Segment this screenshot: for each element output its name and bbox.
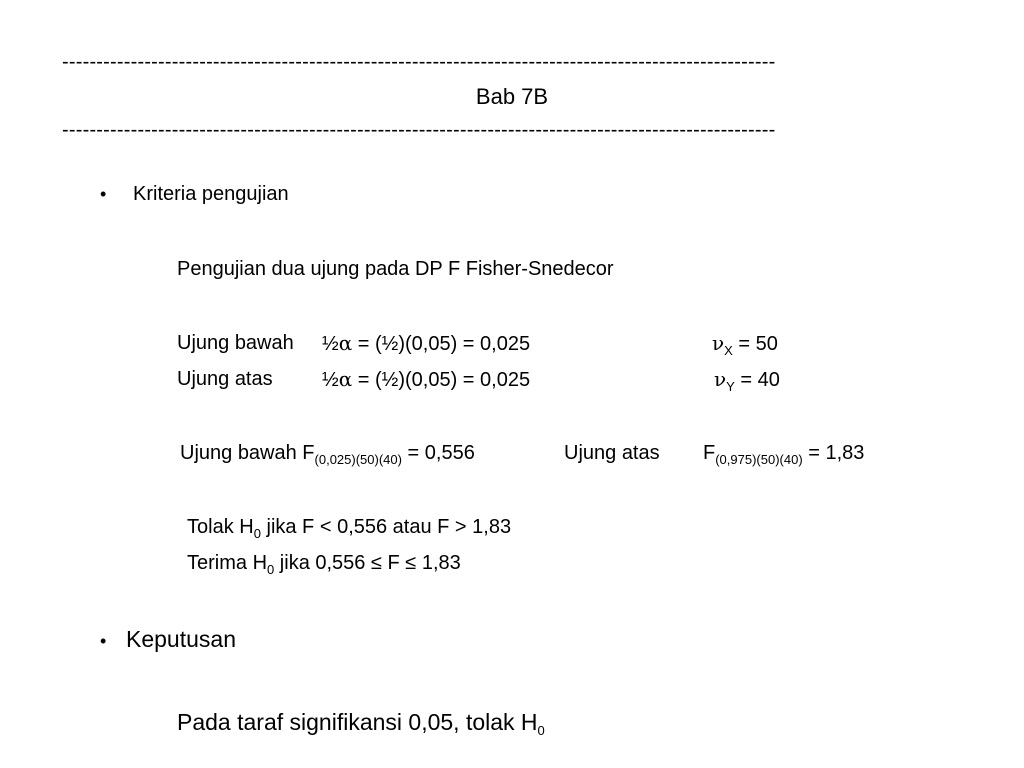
decision-text: Pada taraf signifikansi 0,05, tolak H xyxy=(177,709,538,735)
reject-rule xyxy=(187,514,511,540)
section-heading-kriteria: Kriteria pengujian xyxy=(133,183,289,205)
f-upper-critical xyxy=(703,440,864,466)
nu-y-line xyxy=(714,366,780,393)
page-title: Bab 7B xyxy=(475,84,549,109)
upper-tail-label: Ujung atas xyxy=(177,368,273,390)
accept-condition: jika 0,556 ≤ F ≤ 1,83 xyxy=(274,552,461,574)
f-upper-subscript: (0,975)(50)(40) xyxy=(715,452,803,467)
f-lower-label: Ujung bawah F xyxy=(180,442,315,464)
nu-symbol: ν xyxy=(712,331,725,355)
accept-prefix: Terima H xyxy=(187,552,268,574)
accept-rule xyxy=(187,550,461,576)
h0-subscript: 0 xyxy=(537,723,545,738)
lower-tail-value: = (½)(0,05) = 0,025 xyxy=(352,333,531,355)
lower-tail-formula xyxy=(322,330,530,357)
bullet-keputusan xyxy=(100,625,106,655)
nu-subscript-y: Y xyxy=(726,379,735,394)
f-lower-critical xyxy=(180,440,475,466)
nu-subscript-x: X xyxy=(724,343,733,358)
h0-subscript: 0 xyxy=(267,562,275,577)
alpha-symbol: α xyxy=(338,331,353,355)
nu-y-value: = 40 xyxy=(734,369,780,391)
test-description: Pengujian dua ujung pada DP F Fisher-Snedecor xyxy=(177,258,614,280)
f-upper-f: F xyxy=(703,442,716,464)
bullet-kriteria xyxy=(100,181,106,207)
nu-x-value: = 50 xyxy=(732,333,778,355)
nu-x-line xyxy=(712,330,778,357)
top-dashed-rule: -------------------------------------------------------------------------------------------------------- xyxy=(62,51,776,73)
section-heading-keputusan: Keputusan xyxy=(126,626,236,652)
reject-condition: jika F < 0,556 atau F > 1,83 xyxy=(260,516,512,538)
bottom-dashed-rule: -------------------------------------------------------------------------------------------------------- xyxy=(62,119,776,141)
reject-prefix: Tolak H xyxy=(187,516,254,538)
h0-subscript: 0 xyxy=(253,526,261,541)
f-lower-subscript: (0,025)(50)(40) xyxy=(314,452,402,467)
upper-tail-formula xyxy=(322,366,530,393)
f-upper-label: Ujung atas xyxy=(564,442,660,464)
half-symbol: ½ xyxy=(322,369,339,391)
f-upper-value: = 1,83 xyxy=(802,442,865,464)
bullet-dot: • xyxy=(100,631,107,651)
bullet-dot: • xyxy=(100,184,107,204)
half-symbol: ½ xyxy=(322,333,339,355)
upper-tail-value: = (½)(0,05) = 0,025 xyxy=(352,369,531,391)
nu-symbol: ν xyxy=(714,367,727,391)
decision-statement xyxy=(177,708,545,736)
alpha-symbol: α xyxy=(338,367,353,391)
lower-tail-label: Ujung bawah xyxy=(177,332,294,354)
f-lower-value: = 0,556 xyxy=(401,442,475,464)
